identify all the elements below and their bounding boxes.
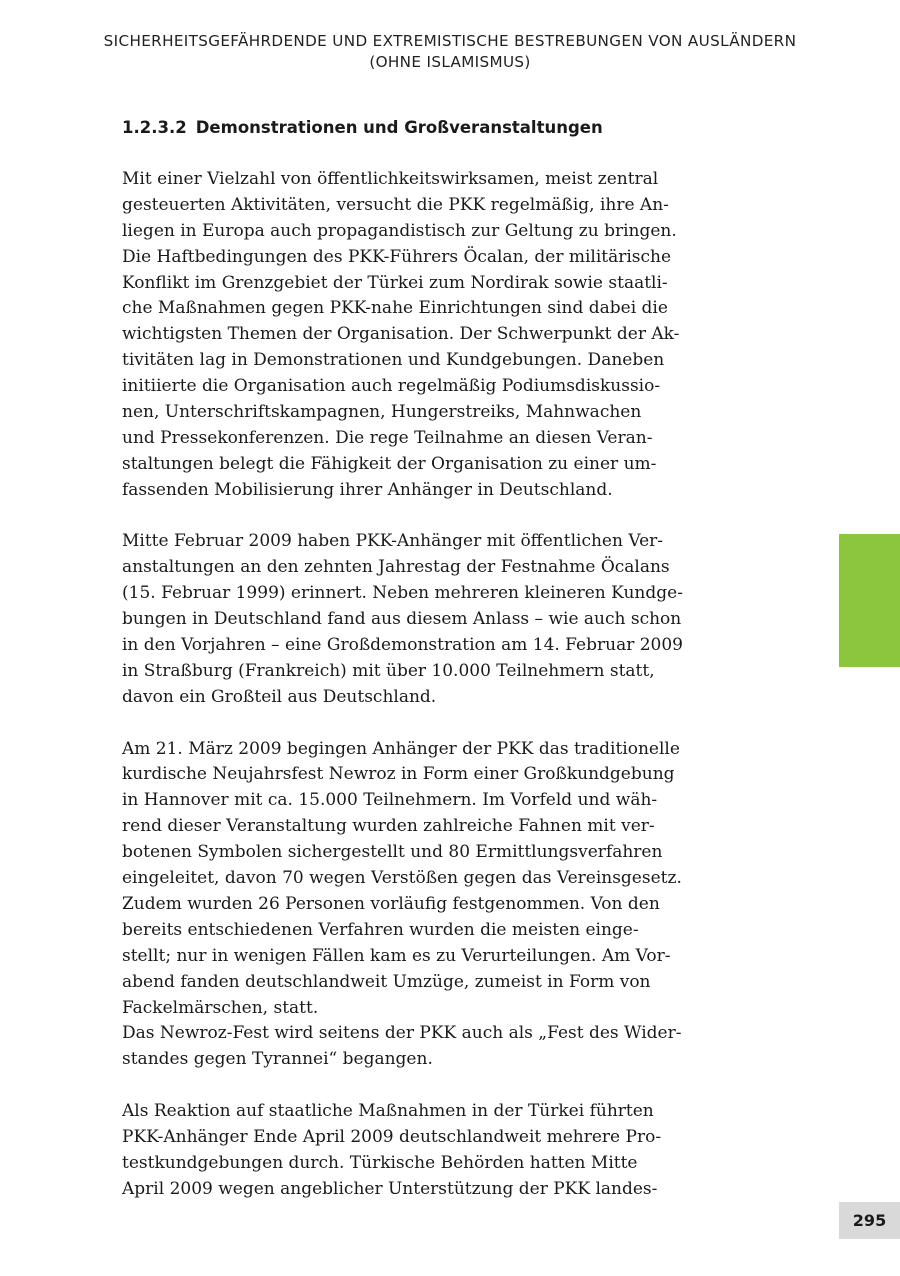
page-number: 295 — [852, 1211, 887, 1230]
text-line: fassenden Mobilisierung ihrer Anhänger in Deutschland. — [122, 479, 613, 500]
text-line: Zudem wurden 26 Personen vorläufig festgenommen. Von den — [122, 893, 660, 914]
text-line: kurdische Neujahrsfest Newroz in Form einer Großkundgebung — [122, 764, 675, 785]
section-heading — [122, 117, 603, 139]
running-header-line-1: SICHERHEITSGEFÄHRDENDE UND EXTREMISTISCHE BESTREBUNGEN VON AUSLÄNDERN — [103, 32, 797, 50]
text-line: (15. Februar 1999) erinnert. Neben mehreren kleineren Kundge- — [122, 583, 683, 604]
text-line: bungen in Deutschland fand aus diesem Anlass – wie auch schon — [122, 609, 682, 630]
chapter-color-tab — [839, 534, 900, 667]
text-line: staltungen belegt die Fähigkeit der Organisation zu einer um- — [122, 453, 657, 474]
paragraph — [122, 737, 682, 1022]
text-line: Konflikt im Grenzgebiet der Türkei zum Nordirak sowie staatli- — [122, 272, 668, 293]
text-line: PKK-Anhänger Ende April 2009 deutschlandweit mehrere Pro- — [122, 1126, 662, 1147]
text-line: rend dieser Veranstaltung wurden zahlreiche Fahnen mit ver- — [122, 816, 655, 837]
body-text — [122, 167, 683, 1203]
text-line: botenen Symbolen sichergestellt und 80 Ermittlungsverfahren — [122, 842, 663, 863]
text-line: in Hannover mit ca. 15.000 Teilnehmern. Im Vorfeld und wäh- — [122, 790, 658, 811]
text-line: Als Reaktion auf staatliche Maßnahmen in der Türkei führten — [122, 1101, 654, 1122]
section-number: 1.2.3.2 — [122, 118, 187, 137]
text-line: Mitte Februar 2009 haben PKK-Anhänger mit öffentlichen Ver- — [122, 531, 663, 552]
running-header-line-2: (OHNE ISLAMISMUS) — [369, 53, 531, 71]
text-line: Am 21. März 2009 begingen Anhänger der PKK das traditionelle — [122, 738, 680, 759]
paragraph — [122, 167, 680, 504]
text-line: nen, Unterschriftskampagnen, Hungerstreiks, Mahnwachen — [122, 402, 642, 423]
section-title: Demonstrationen und Großveranstaltungen — [195, 118, 603, 137]
running-header — [0, 31, 900, 73]
text-line: und Pressekonferenzen. Die rege Teilnahme an diesen Veran- — [122, 427, 653, 448]
text-line: davon ein Großteil aus Deutschland. — [122, 686, 437, 707]
text-line: che Maßnahmen gegen PKK-nahe Einrichtungen sind dabei die — [122, 298, 668, 319]
text-line: stellt; nur in wenigen Fällen kam es zu Verurteilungen. Am Vor- — [122, 945, 671, 966]
page-number-box — [839, 1202, 900, 1239]
text-line: in Straßburg (Frankreich) mit über 10.000 Teilnehmern statt, — [122, 660, 655, 681]
text-line: wichtigsten Themen der Organisation. Der Schwerpunkt der Ak- — [122, 324, 680, 345]
text-line: anstaltungen an den zehnten Jahrestag der Festnahme Öcalans — [122, 557, 670, 578]
text-line: Das Newroz-Fest wird seitens der PKK auch als „Fest des Wider- — [122, 1023, 682, 1044]
text-line: April 2009 wegen angeblicher Unterstützung der PKK landes- — [122, 1178, 658, 1199]
text-line: testkundgebungen durch. Türkische Behörden hatten Mitte — [122, 1152, 638, 1173]
text-line: Mit einer Vielzahl von öffentlichkeitswirksamen, meist zentral — [122, 169, 659, 189]
text-line: abend fanden deutschlandweit Umzüge, zumeist in Form von — [122, 971, 651, 992]
text-line: initiierte die Organisation auch regelmäßig Podiumsdiskussio- — [122, 376, 661, 397]
text-line: liegen in Europa auch propagandistisch zur Geltung zu bringen. — [122, 220, 677, 241]
text-line: Fackelmärschen, statt. — [122, 997, 319, 1018]
paragraph — [122, 529, 683, 710]
text-line: eingeleitet, davon 70 wegen Verstößen gegen das Vereinsgesetz. — [122, 868, 682, 889]
text-line: bereits entschiedenen Verfahren wurden die meisten einge- — [122, 919, 639, 940]
text-line: tivitäten lag in Demonstrationen und Kundgebungen. Daneben — [122, 350, 665, 371]
text-line: in den Vorjahren – eine Großdemonstration am 14. Februar 2009 — [122, 635, 683, 656]
text-line: gesteuerten Aktivitäten, versucht die PKK regelmäßig, ihre An- — [122, 194, 669, 215]
text-line: standes gegen Tyrannei“ begangen. — [122, 1049, 433, 1070]
paragraph — [122, 1099, 662, 1203]
text-line: Die Haftbedingungen des PKK-Führers Öcalan, der militärische — [122, 246, 672, 267]
paragraph — [122, 1021, 682, 1073]
